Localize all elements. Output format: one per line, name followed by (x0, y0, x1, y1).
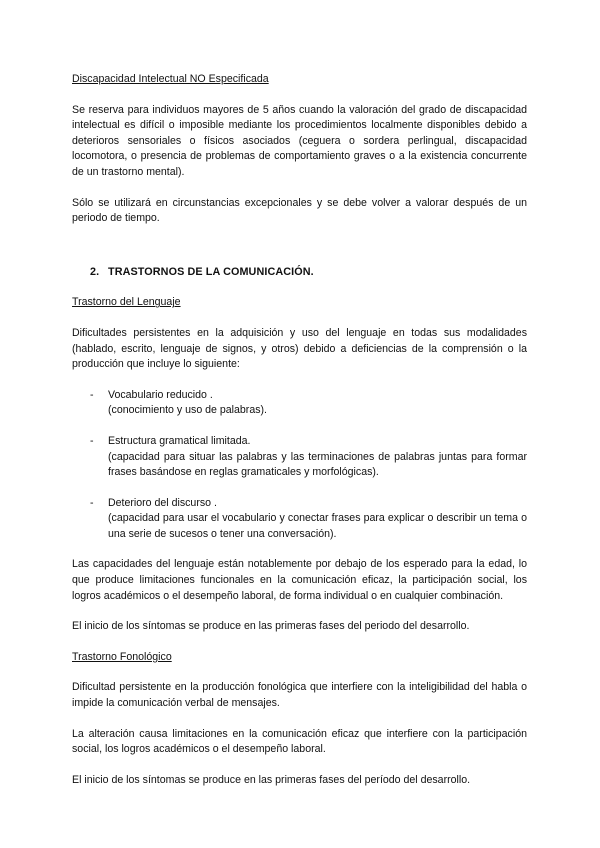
paragraph-reserva: Se reserva para individuos mayores de 5 años cuando la valoración del grado de discapacidad intelectual es difícil o imposible mediante los procedimientos localmente disponibles debido a deterioros sensoriales o físicos asociados (ceguera o sordera perlingual, discapacidad locomotora, o presencia de problemas de comportamiento graves o a la existencia concurrente de un trastorno mental). (72, 103, 527, 178)
document-page (72, 72, 527, 788)
list-dash: - (90, 496, 94, 509)
paragraph-inicio-lenguaje: El inicio de los síntomas se produce en las primeras fases del periodo del desarrollo. (72, 620, 470, 633)
list-item-description: (capacidad para situar las palabras y las terminaciones de palabras juntas para formar frases basándose en reglas gramaticales y morfológicas). (108, 450, 527, 479)
chapter-title: TRASTORNOS DE LA COMUNICACIÓN. (108, 265, 314, 278)
section-heading-trastorno-fonologico: Trastorno Fonológico (72, 650, 172, 663)
list-item-title: Vocabulario reducido . (108, 388, 213, 401)
list-item-description: (capacidad para usar el vocabulario y conectar frases para explicar o describir un tema o una serie de sucesos o tener una conversación). (108, 512, 527, 540)
paragraph-capacidades: Las capacidades del lenguaje están notablemente por debajo de los esperado para la edad, lo que produce limitaciones funcionales en la comunicación eficaz, la participación social, los logros académicos o el desempeño laboral, de forma individual o en cualquier combinación. (72, 558, 527, 602)
list-item (72, 434, 527, 481)
chapter-number: 2. (90, 265, 100, 278)
list-item-title: Deterioro del discurso . (108, 496, 217, 509)
list-dash: - (90, 434, 94, 447)
paragraph-inicio-fonologico: El inicio de los síntomas se produce en las primeras fases del período del desarrollo. (72, 773, 471, 786)
chapter-heading-comunicacion (72, 265, 527, 281)
paragraph-alteracion: La alteración causa limitaciones en la comunicación eficaz que interfiere con la participación social, los logros académicos o el desempeño laboral. (72, 727, 527, 756)
paragraph-circunstancias: Sólo se utilizará en circunstancias excepcionales y se debe volver a valorar después de un periodo de tiempo. (72, 196, 527, 225)
section-heading-trastorno-lenguaje: Trastorno del Lenguaje (72, 296, 181, 309)
list-item-title: Estructura gramatical limitada. (108, 434, 251, 447)
section-heading-discapacidad-no-especificada: Discapacidad Intelectual NO Especificada (72, 73, 269, 85)
deficiency-list (72, 388, 527, 543)
list-item (72, 388, 527, 419)
list-dash: - (90, 388, 94, 401)
list-item (72, 496, 527, 543)
paragraph-dificultad-fonologica: Dificultad persistente en la producción fonológica que interfiere con la inteligibilidad del habla o impide la comunicación verbal de mensajes. (72, 681, 527, 710)
list-item-description: (conocimiento y uso de palabras). (108, 404, 267, 417)
paragraph-dificultades-lenguaje: Dificultades persistentes en la adquisición y uso del lenguaje en todas sus modalidades (hablado, escrito, lenguaje de signos, y otros) debido a deficiencias de la comprensión o la producción que incluye lo siguiente: (72, 326, 527, 371)
